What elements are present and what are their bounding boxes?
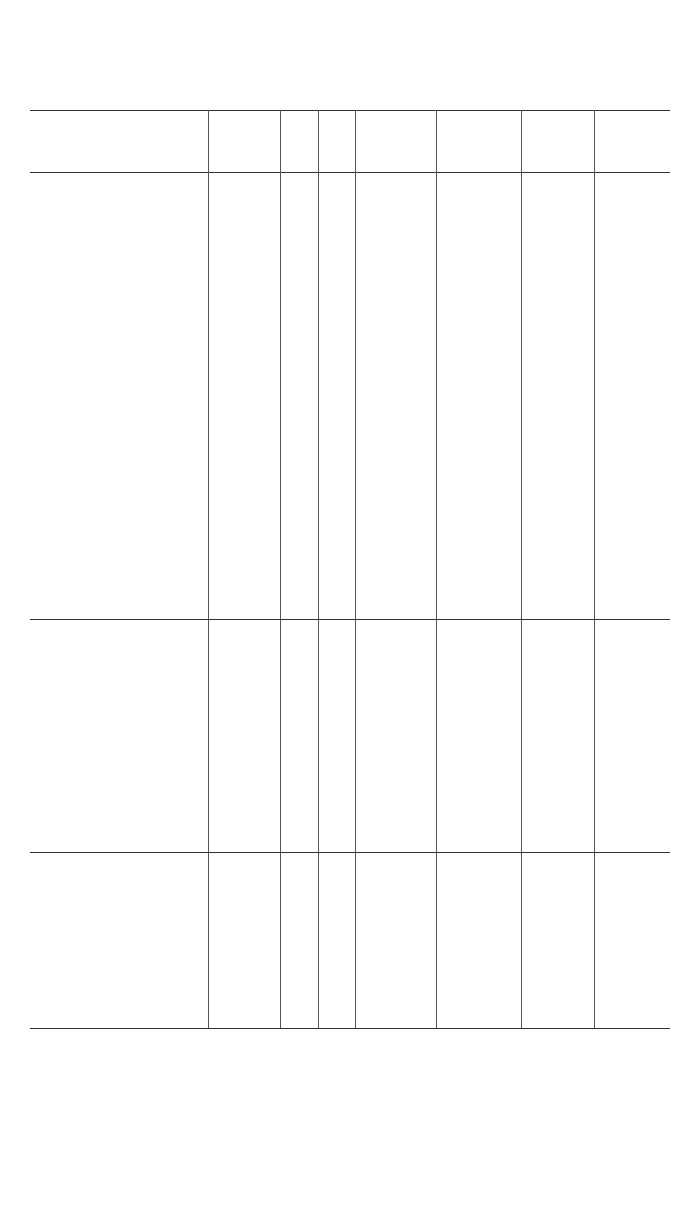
- col-head-year: [280, 112, 296, 172]
- section-rule: [30, 852, 670, 853]
- col-divider: [318, 110, 319, 1028]
- col-divider: [208, 110, 209, 1028]
- col-divider: [355, 110, 356, 1028]
- col-divider: [594, 110, 595, 1028]
- section-rule: [30, 619, 670, 620]
- col-divider: [521, 110, 522, 1028]
- col-divider: [436, 110, 437, 1028]
- table-bottom-rule: [30, 1028, 670, 1029]
- col-head-members: [310, 110, 338, 174]
- header-bottom-rule: [30, 172, 670, 173]
- header-top-rule: [30, 110, 670, 111]
- currency-row: [30, 204, 670, 214]
- col-divider: [280, 110, 281, 1028]
